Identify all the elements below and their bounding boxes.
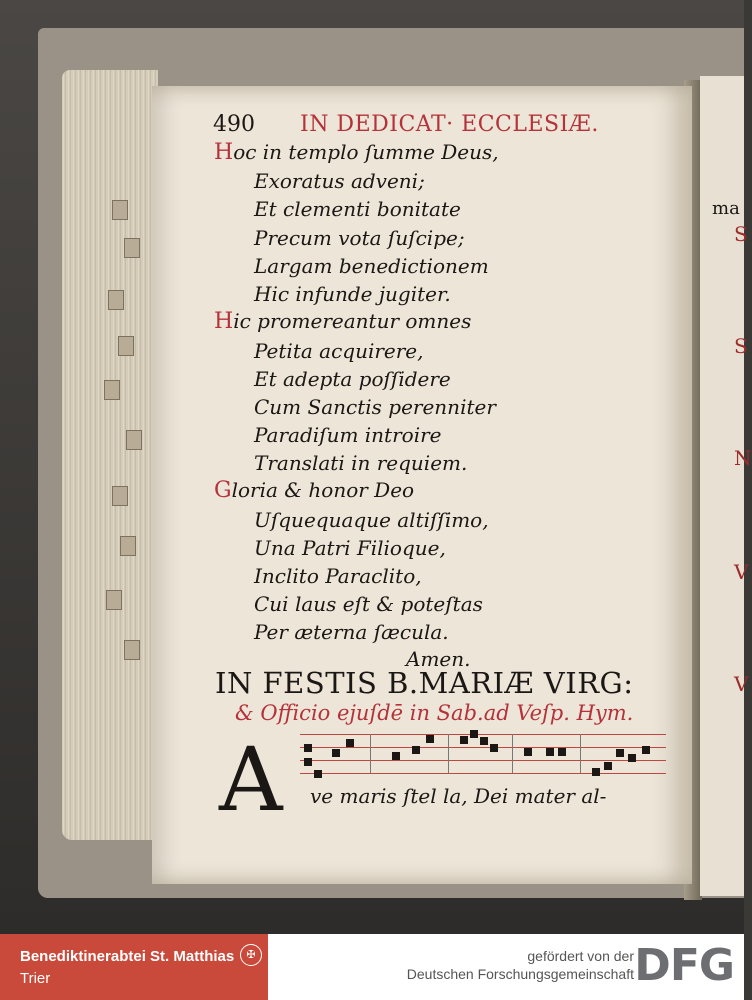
chant-note	[460, 736, 468, 744]
chant-note	[558, 748, 566, 756]
facing-red-letter: V	[734, 560, 749, 584]
ornamental-initial: A	[219, 728, 283, 831]
chant-staff	[300, 734, 666, 786]
institution-panel	[0, 934, 268, 1000]
page-edges	[62, 70, 158, 840]
verse-line: Largam benedictionem	[254, 254, 489, 278]
chant-note	[346, 739, 354, 747]
verse-line: Petita acquirere,	[254, 339, 424, 363]
index-tab	[104, 380, 120, 400]
facing-page	[700, 76, 752, 896]
verse-line: Exoratus adveni;	[254, 169, 425, 193]
chant-note	[426, 735, 434, 743]
red-initial: G	[214, 478, 232, 503]
facing-red-letter: V	[734, 672, 749, 696]
facing-red-letter: S	[734, 334, 748, 358]
chant-note	[314, 770, 322, 778]
hymn-lyrics: ve maris ſtel la, Dei mater al-	[310, 784, 607, 808]
index-tab	[112, 486, 128, 506]
institution-city: Trier	[20, 970, 51, 987]
index-tab	[124, 640, 140, 660]
red-initial: H	[214, 140, 234, 165]
verse-line: Precum vota ſuſcipe;	[254, 226, 465, 250]
office-rubric: & Officio ejuſdē in Sab.ad Veſp. Hym.	[235, 701, 634, 725]
verse-line: Cui laus eſt & poteſtas	[254, 592, 483, 616]
page-header	[213, 112, 599, 137]
verse-line: Per æterna ſæcula.	[254, 620, 449, 644]
facing-red-letter: N	[734, 446, 752, 470]
chant-clef	[304, 758, 312, 766]
chant-note	[546, 748, 554, 756]
index-tab	[126, 430, 142, 450]
verse-line: Hic promereantur omnes	[214, 309, 472, 334]
index-tab	[124, 238, 140, 258]
chant-note	[412, 746, 420, 754]
chant-note	[470, 730, 478, 738]
verse-line: Translati in requiem.	[254, 451, 468, 475]
verse-line: Et adepta poſſidere	[254, 367, 451, 391]
index-tab	[112, 200, 128, 220]
verse-line: Una Patri Filioque,	[254, 536, 446, 560]
chant-note	[628, 754, 636, 762]
index-tab	[108, 290, 124, 310]
funding-line-1: gefördert von der	[527, 948, 634, 964]
feast-heading: IN FESTIS B.MARIÆ VIRG:	[215, 666, 634, 700]
dfg-logo: DFG	[634, 940, 734, 991]
institution-name: Benediktinerabtei St. Matthias	[20, 948, 235, 965]
facing-red-letter: S	[734, 222, 748, 246]
verse-line: Hoc in templo ſumme Deus,	[214, 140, 499, 165]
chant-note	[480, 737, 488, 745]
chant-note	[616, 749, 624, 757]
chant-note	[592, 768, 600, 776]
chant-note	[642, 746, 650, 754]
chant-note	[490, 744, 498, 752]
verse-line: Inclito Paraclito,	[254, 564, 422, 588]
footer-banner	[0, 934, 744, 1000]
index-tab	[106, 590, 122, 610]
chant-clef	[304, 744, 312, 752]
funding-line-2: Deutschen Forschungsgemeinschaft	[406, 966, 634, 982]
facing-text-fragment: ma	[712, 198, 740, 219]
verse-line: Uſquequaque altiſſimo,	[254, 508, 489, 532]
chant-note	[524, 748, 532, 756]
verse-line: Gloria & honor Deo	[214, 478, 415, 503]
verse-line: Cum Sanctis perenniter	[254, 395, 496, 419]
chant-note	[604, 762, 612, 770]
chant-note	[332, 749, 340, 757]
abbey-logo-icon: ✠	[240, 944, 262, 966]
running-title: IN DEDICAT· ECCLESIÆ.	[300, 112, 599, 137]
index-tab	[120, 536, 136, 556]
verse-line: Paradiſum introire	[254, 423, 442, 447]
amen: Amen.	[406, 647, 471, 671]
chant-note	[392, 752, 400, 760]
page-number: 490	[213, 112, 255, 137]
red-initial: H	[214, 309, 234, 334]
verse-line: Et clementi bonitate	[254, 197, 461, 221]
verse-line: Hic infunde jugiter.	[254, 282, 451, 306]
index-tab	[118, 336, 134, 356]
